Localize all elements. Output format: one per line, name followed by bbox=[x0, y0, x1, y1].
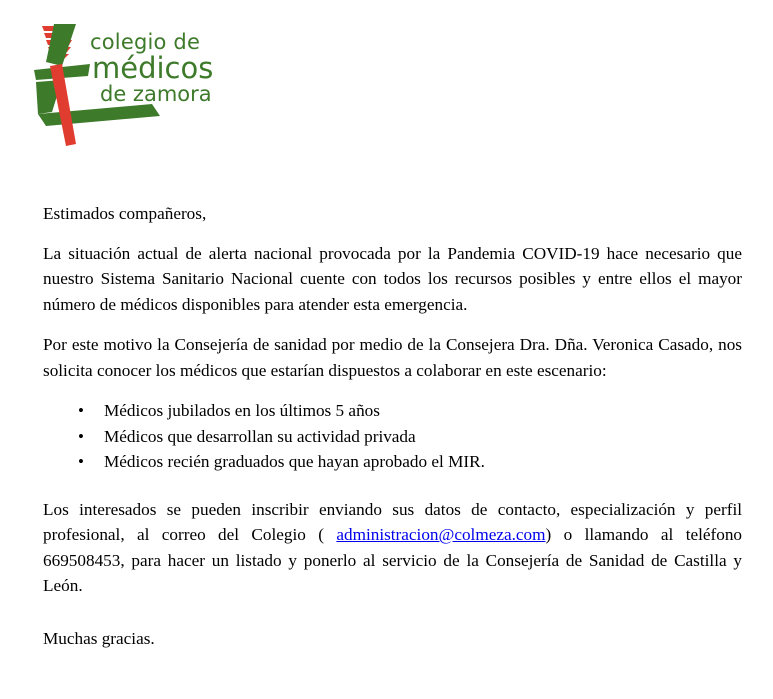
doctor-categories-list bbox=[43, 398, 742, 475]
paragraph-situation: La situación actual de alerta nacional provocada por la Pandemia COVID-19 hace necesario que nuestro Sistema Sanitario Nacional cuente con todos los recursos posibles y entre ellos el mayor número de médicos disponibles para atender esta emergencia. bbox=[43, 243, 742, 314]
paragraph-registration bbox=[43, 497, 742, 599]
college-logo bbox=[32, 22, 232, 150]
letter-body bbox=[43, 201, 742, 651]
greeting: Estimados compañeros, bbox=[43, 204, 207, 223]
list-item bbox=[78, 449, 742, 475]
list-item-text: Médicos jubilados en los últimos 5 años bbox=[104, 401, 380, 420]
registration-text-start: Los interesados se pueden inscribir enviando sus datos de contacto, especialización y perfil profesional, al correo del Colegio ( bbox=[43, 499, 742, 544]
logo-line-2: médicos bbox=[92, 51, 214, 85]
logo-line-1: colegio de bbox=[90, 30, 201, 54]
registration-text-end: ) o llamando al teléfono 669508453, para hacer un listado y ponerlo al servicio de la Consejería de Sanidad de Castilla y León. bbox=[43, 525, 743, 595]
closing: Muchas gracias. bbox=[43, 628, 155, 648]
list-item bbox=[78, 398, 742, 424]
logo-line-3: de zamora bbox=[100, 82, 212, 106]
bullet-icon: • bbox=[78, 401, 84, 420]
logo-wordmark bbox=[90, 30, 213, 107]
list-item bbox=[78, 424, 742, 450]
bullet-icon: • bbox=[78, 426, 84, 446]
paragraph-request: Por este motivo la Consejería de sanidad por medio de la Consejera Dra. Dña. Veronica Casado, nos solicita conocer los médicos que estarían dispuestos a colaborar en este escenario: bbox=[43, 335, 742, 380]
email-link[interactable]: administracion@colmeza.com bbox=[336, 525, 546, 544]
bullet-icon: • bbox=[78, 452, 84, 471]
list-item-text: Médicos que desarrollan su actividad privada bbox=[104, 426, 416, 446]
list-item-text: Médicos recién graduados que hayan aprobado el MIR. bbox=[104, 452, 485, 471]
